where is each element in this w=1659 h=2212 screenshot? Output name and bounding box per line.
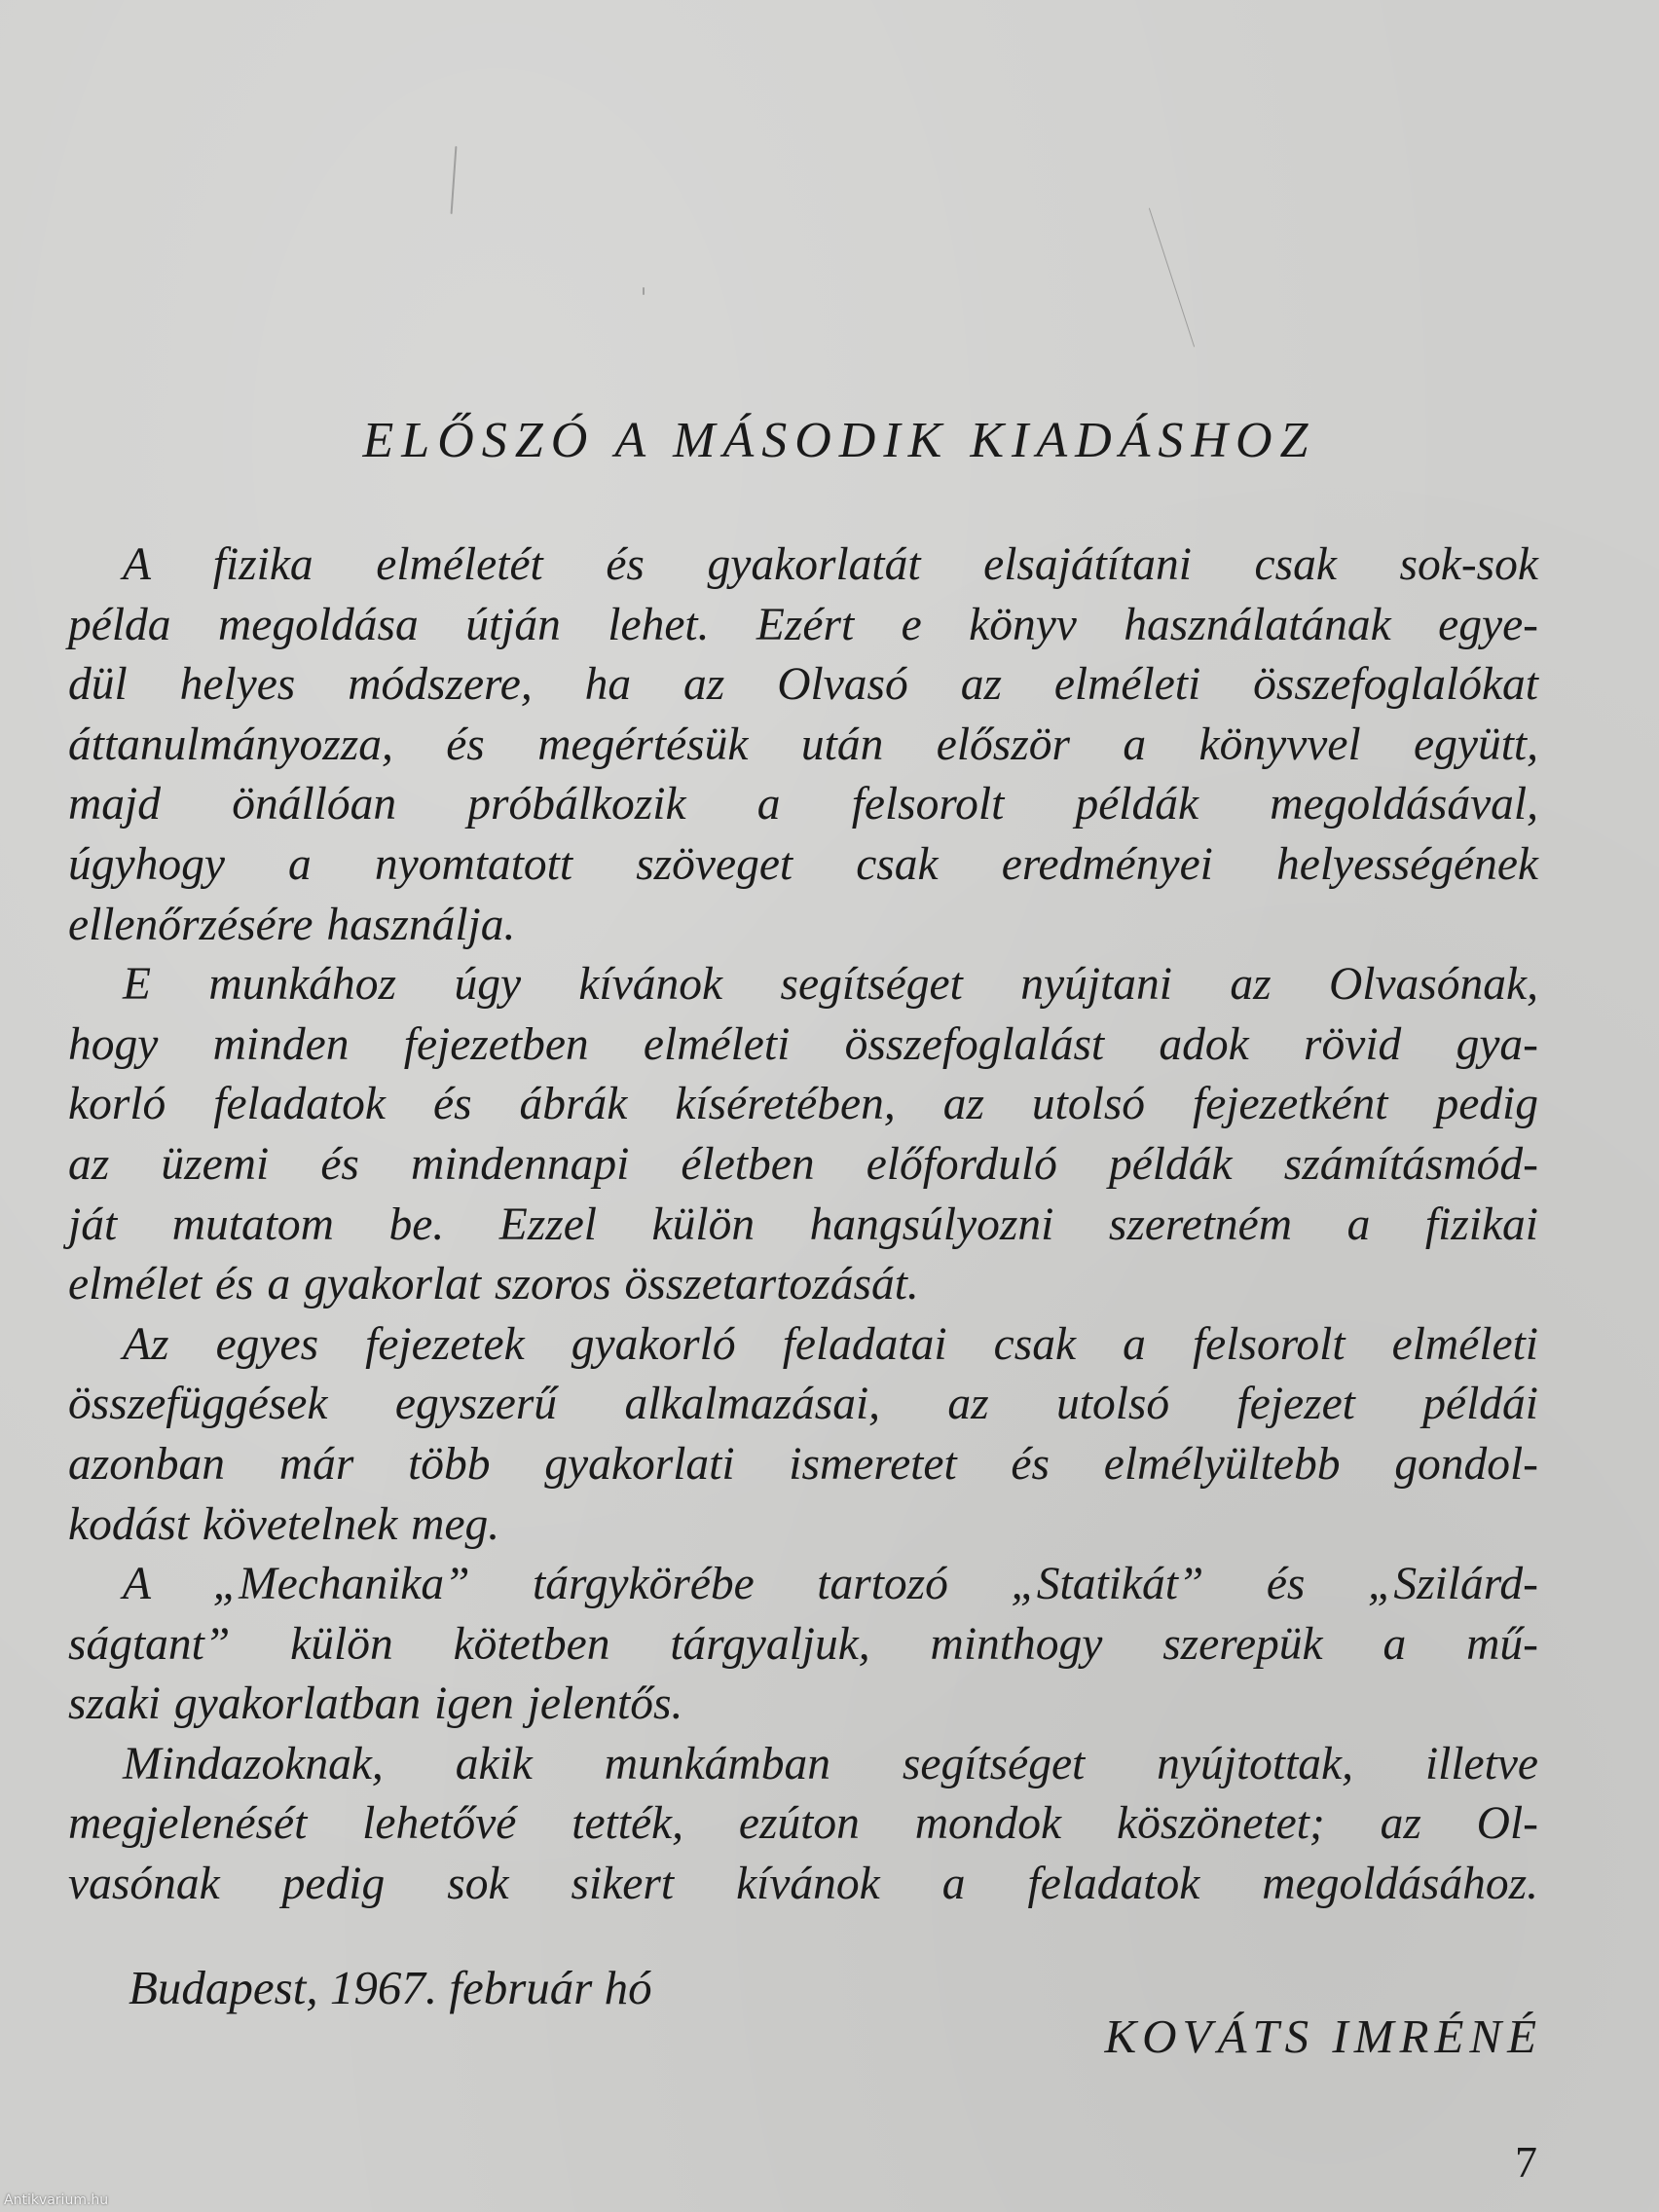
text-line: példa megoldása útján lehet. Ezért e könyv használatának egye- <box>68 599 1538 650</box>
preface-body <box>68 535 1538 1915</box>
paragraph-2 <box>68 955 1538 1315</box>
text-line: vasónak pedig sok sikert kívánok a feladatok megoldásához. <box>68 1859 1538 1910</box>
paper-scratch <box>451 146 458 214</box>
text-line: kodást követelnek meg. <box>68 1498 500 1550</box>
text-line: úgyhogy a nyomtatott szöveget csak eredményei helyességének <box>68 838 1538 890</box>
preface-heading: ELŐSZÓ A MÁSODIK KIADÁSHOZ <box>362 413 1316 468</box>
text-line: Mindazoknak, akik munkámban segítséget nyújtottak, illetve <box>123 1738 1538 1789</box>
text-line: azonban már több gyakorlati ismeretet és elmélyültebb gondol- <box>68 1438 1538 1490</box>
text-line: szaki gyakorlatban igen jelentős. <box>68 1678 683 1730</box>
text-line: összefüggések egyszerű alkalmazásai, az utolsó fejezet példái <box>68 1379 1538 1430</box>
text-line: E munkához úgy kívánok segítséget nyújtani az Olvasónak, <box>123 959 1538 1011</box>
text-line: Az egyes fejezetek gyakorló feladatai csak a felsorolt elméleti <box>123 1318 1538 1370</box>
text-line: majd önállóan próbálkozik a felsorolt példák megoldásával, <box>68 779 1538 830</box>
paragraph-4 <box>68 1555 1538 1735</box>
text-line: ját mutatom be. Ezzel külön hangsúlyozni szeretném a fizikai <box>68 1198 1538 1250</box>
text-line: hogy minden fejezetben elméleti összefoglalást adok rövid gya- <box>68 1018 1538 1070</box>
text-line: A fizika elméletét és gyakorlatát elsajátítani csak sok-sok <box>123 539 1538 590</box>
watermark: Antikvarium.hu <box>4 2193 109 2208</box>
text-line: ellenőrzésére használja. <box>68 899 516 950</box>
text-line: ságtant” külön kötetben tárgyaljuk, minthogy szerepük a mű- <box>68 1618 1538 1670</box>
dateline: Budapest, 1967. február hó <box>129 1961 652 2014</box>
paragraph-1 <box>68 535 1538 955</box>
text-line: az üzemi és mindennapi életben előforduló példák számításmód- <box>68 1138 1538 1190</box>
author-signature: KOVÁTS IMRÉNÉ <box>1104 2009 1542 2063</box>
paper-scratch <box>643 287 645 295</box>
text-line: dül helyes módszere, ha az Olvasó az elméleti összefoglalókat <box>68 659 1538 711</box>
text-line: megjelenését lehetővé tették, ezúton mondok köszönetet; az Ol- <box>68 1798 1538 1850</box>
text-line: korló feladatok és ábrák kíséretében, az utolsó fejezetként pedig <box>68 1079 1538 1130</box>
paragraph-5 <box>68 1735 1538 1915</box>
text-line: A „Mechanika” tárgykörébe tartozó „Statikát” és „Szilárd- <box>123 1559 1538 1610</box>
text-line: elmélet és a gyakorlat szoros összetartozását. <box>68 1259 919 1310</box>
text-line: áttanulmányozza, és megértésük után először a könyvvel együtt, <box>68 719 1538 770</box>
page-number: 7 <box>1515 2137 1537 2187</box>
paragraph-3 <box>68 1315 1538 1555</box>
paper-scratch <box>1149 208 1195 348</box>
